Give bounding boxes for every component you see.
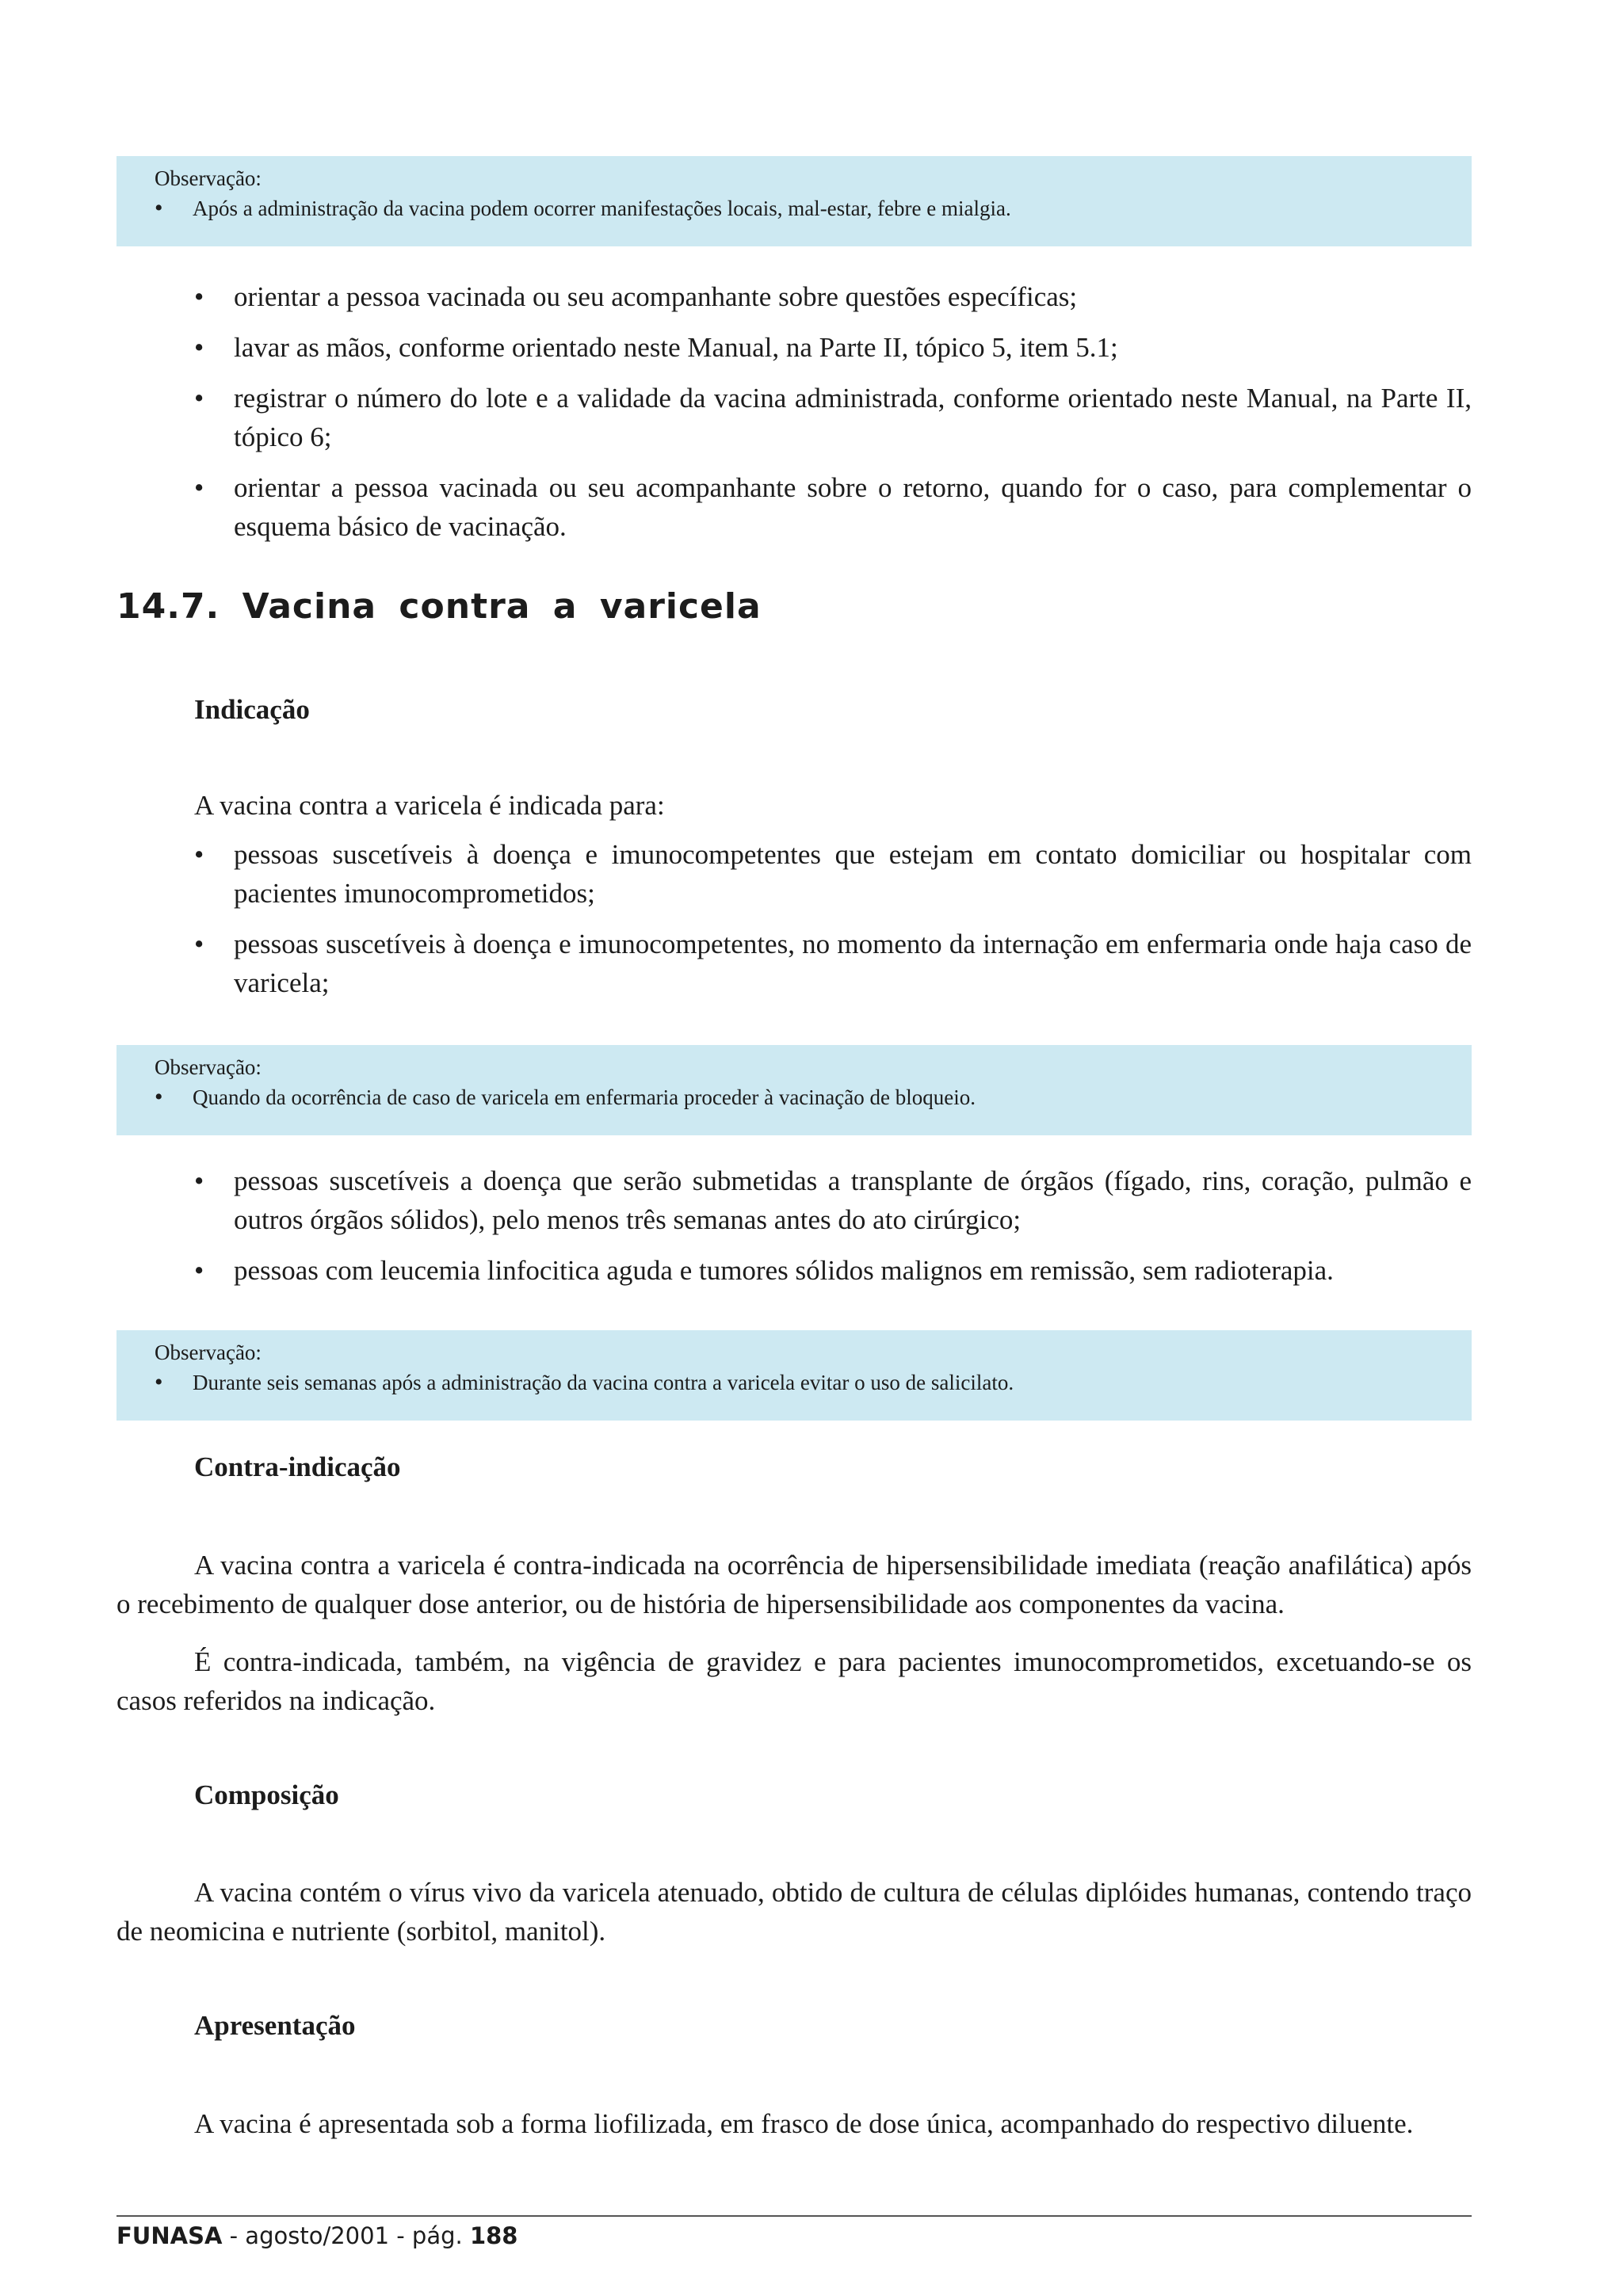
bullet-icon: • (155, 1369, 163, 1395)
bullet-icon: • (194, 839, 204, 870)
subheading-contra-indicacao: Contra-indicação (194, 1451, 401, 1482)
subheading-apresentacao: Apresentação (194, 2010, 356, 2041)
list-item (194, 1251, 1472, 1290)
list-item-text: pessoas suscetíveis à doença e imunocompetentes que estejam em contato domiciliar ou hospitalar com pacientes imunocomprometidos; (234, 839, 1472, 909)
list-item-text: orientar a pessoa vacinada ou seu acompanhante sobre o retorno, quando for o caso, para complementar o esquema básico de vacinação. (234, 472, 1472, 542)
paragraph: A vacina contém o vírus vivo da varicela atenuado, obtido de cultura de células diplóides humanas, contendo traço de neomicina e nutriente (sorbitol, manitol). (116, 1877, 1472, 1947)
observation-item (155, 193, 1472, 224)
section-title: 14.7. Vacina contra a varicela (116, 586, 762, 627)
bullet-icon: • (194, 929, 204, 959)
footer-divider (116, 2215, 1472, 2217)
list-item-text: pessoas com leucemia linfocitica aguda e tumores sólidos malignos em remissão, sem radioterapia. (234, 1255, 1334, 1286)
list-item (194, 925, 1472, 1002)
footer-date: - agosto/2001 - pág. (222, 2222, 470, 2249)
bullet-icon: • (194, 1255, 204, 1286)
list-item (194, 379, 1472, 456)
list-item (194, 835, 1472, 913)
list-item (194, 1161, 1472, 1239)
bullet-list (194, 277, 1472, 558)
list-item (194, 328, 1472, 367)
bullet-icon: • (194, 383, 204, 414)
observation-title: Observação: (155, 1055, 262, 1079)
bullet-list (194, 1161, 1472, 1302)
page-footer (116, 2222, 518, 2249)
observation-item (155, 1081, 1472, 1113)
bullet-icon: • (155, 195, 163, 221)
subheading-composicao: Composição (194, 1779, 339, 1810)
bullet-icon: • (155, 1084, 163, 1110)
list-item-text: pessoas suscetíveis à doença e imunocompetentes, no momento da internação em enfermaria onde haja caso de varicela; (234, 929, 1472, 998)
observation-item (155, 1367, 1472, 1398)
bullet-icon: • (194, 281, 204, 312)
observation-text: Após a administração da vacina podem ocorrer manifestações locais, mal-estar, febre e mialgia. (193, 196, 1011, 220)
observation-title: Observação: (155, 1341, 262, 1364)
indicacao-lead: A vacina contra a varicela é indicada para: (194, 790, 665, 821)
observation-box (116, 1045, 1472, 1135)
paragraph: A vacina é apresentada sob a forma liofilizada, em frasco de dose única, acompanhado do respectivo diluente. (194, 2108, 1414, 2139)
list-item-text: pessoas suscetíveis a doença que serão submetidas a transplante de órgãos (fígado, rins, coração, pulmão e outros órgãos sólidos), pelo menos três semanas antes do ato cirúrgico; (234, 1165, 1472, 1235)
subheading-indicacao: Indicação (194, 694, 310, 725)
paragraph: É contra-indicada, também, na vigência de gravidez e para pacientes imunocomprometidos, excetuando-se os casos referidos na indicação. (116, 1646, 1472, 1716)
observation-title: Observação: (155, 166, 262, 190)
bullet-icon: • (194, 472, 204, 503)
observation-box (116, 156, 1472, 246)
bullet-icon: • (194, 1165, 204, 1196)
list-item-text: lavar as mãos, conforme orientado neste Manual, na Parte II, tópico 5, item 5.1; (234, 332, 1118, 363)
list-item-text: registrar o número do lote e a validade da vacina administrada, conforme orientado neste Manual, na Parte II, tópico 6; (234, 383, 1472, 452)
observation-text: Durante seis semanas após a administração da vacina contra a varicela evitar o uso de salicilato. (193, 1371, 1014, 1394)
list-item (194, 277, 1472, 316)
bullet-list (194, 835, 1472, 1014)
observation-text: Quando da ocorrência de caso de varicela em enfermaria proceder à vacinação de bloqueio. (193, 1085, 976, 1109)
footer-brand: FUNASA (116, 2222, 223, 2249)
list-item (194, 468, 1472, 546)
page-number: 188 (469, 2222, 518, 2249)
list-item-text: orientar a pessoa vacinada ou seu acompanhante sobre questões específicas; (234, 281, 1078, 312)
bullet-icon: • (194, 332, 204, 363)
observation-box (116, 1330, 1472, 1421)
paragraph: A vacina contra a varicela é contra-indicada na ocorrência de hipersensibilidade imediata (reação anafilática) após o recebimento de qualquer dose anterior, ou de história de hipersensibilidade aos componentes da vacina. (116, 1550, 1472, 1619)
